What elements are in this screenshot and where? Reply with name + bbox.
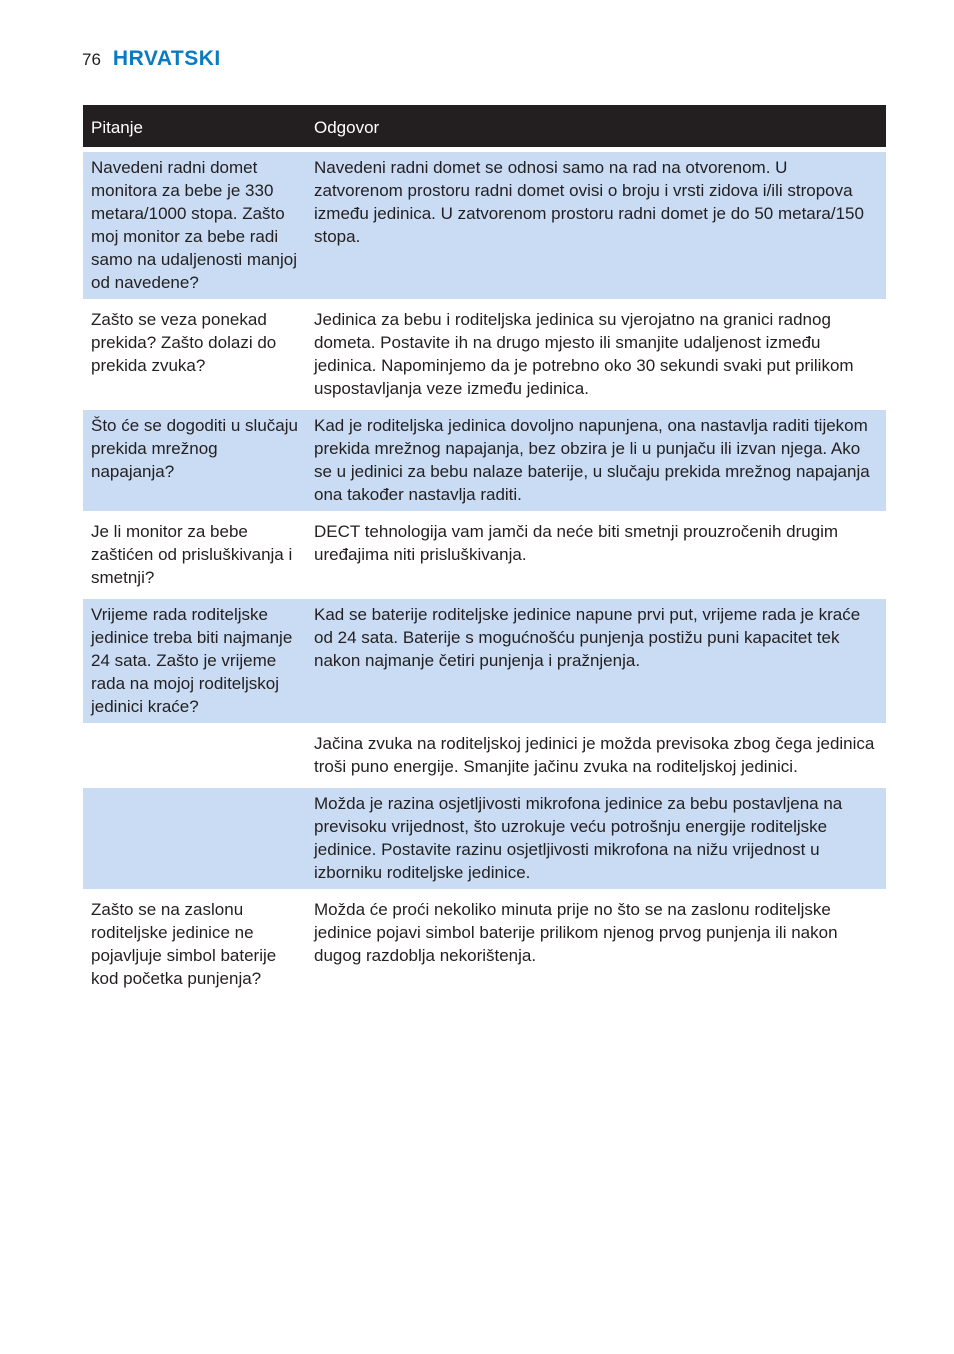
column-header-answer: Odgovor — [306, 105, 886, 147]
answer-cell: Navedeni radni domet se odnosi samo na rad na otvorenom. U zatvorenom prostoru radni domet ovisi o broju i vrsti zidova i/ili stropova između jedinica. U zatvorenom prostoru radni domet je do 50 metara/150 stopa. — [306, 152, 886, 299]
section-title: HRVATSKI — [112, 47, 221, 70]
answer-cell: Jedinica za bebu i roditeljska jedinica su vjerojatno na granici radnog dometa. Postavite ih na drugo mjesto ili smanjite udaljenost između jedinica. Napominjemo da je potrebno oko 30 sekundi svaki put prilikom uspostavljanja veze između jedinica. — [306, 304, 886, 405]
answer-cell: DECT tehnologija vam jamči da neće biti smetnji prouzročenih drugim uređajima niti prisluškivanja. — [306, 516, 886, 594]
question-cell: Zašto se na zaslonu roditeljske jedinice ne pojavljuje simbol baterije kod početka punjenja? — [83, 894, 306, 995]
answer-cell: Možda će proći nekoliko minuta prije no što se na zaslonu roditeljske jedinice pojavi simbol baterije prilikom njenog prvog punjenja ili nakon dugog razdoblja nekorištenja. — [306, 894, 886, 995]
answer-cell: Jačina zvuka na roditeljskoj jedinici je možda previsoka zbog čega jedinica troši puno energije. Smanjite jačinu zvuka na roditeljskoj jedinici. — [306, 728, 886, 783]
table-row — [83, 728, 886, 783]
answer-cell: Kad je roditeljska jedinica dovoljno napunjena, ona nastavlja raditi tijekom prekida mrežnog napajanja, bez obzira je li u punjaču ili izvan njega. Ako se u jedinici za bebu nalaze baterije, u slučaju prekida mrežnog napajanja ona također nastavlja raditi. — [306, 410, 886, 511]
question-cell: Što će se dogoditi u slučaju prekida mrežnog napajanja? — [83, 410, 306, 511]
table-row — [83, 599, 886, 723]
answer-cell: Kad se baterije roditeljske jedinice napune prvi put, vrijeme rada je kraće od 24 sata. Baterije s mogućnošću punjenja postižu puni kapacitet tek nakon najmanje četiri punjenja i pražnjenja. — [306, 599, 886, 723]
question-cell — [83, 788, 306, 889]
table-header-row — [83, 105, 886, 147]
faq-table — [83, 100, 886, 1000]
question-cell: Zašto se veza ponekad prekida? Zašto dolazi do prekida zvuka? — [83, 304, 306, 405]
question-cell: Navedeni radni domet monitora za bebe je 330 metara/1000 stopa. Zašto moj monitor za bebe radi samo na udaljenosti manjoj od navedene? — [83, 152, 306, 299]
column-header-question: Pitanje — [83, 105, 306, 147]
question-cell: Je li monitor za bebe zaštićen od prisluškivanja i smetnji? — [83, 516, 306, 594]
table-row — [83, 410, 886, 511]
table-row — [83, 894, 886, 995]
table-row — [83, 788, 886, 889]
question-cell: Vrijeme rada roditeljske jedinice treba biti najmanje 24 sata. Zašto je vrijeme rada na mojoj roditeljskoj jedinici kraće? — [83, 599, 306, 723]
question-cell — [83, 728, 306, 783]
table-row — [83, 516, 886, 594]
table-row — [83, 304, 886, 405]
page-number: 76 — [82, 50, 101, 69]
table-row — [83, 152, 886, 299]
page-header — [82, 47, 221, 75]
answer-cell: Možda je razina osjetljivosti mikrofona jedinice za bebu postavljena na previsoku vrijednost, što uzrokuje veću potrošnju energije roditeljske jedinice. Postavite razinu osjetljivosti mikrofona na nižu vrijednost u izborniku roditeljske jedinice. — [306, 788, 886, 889]
